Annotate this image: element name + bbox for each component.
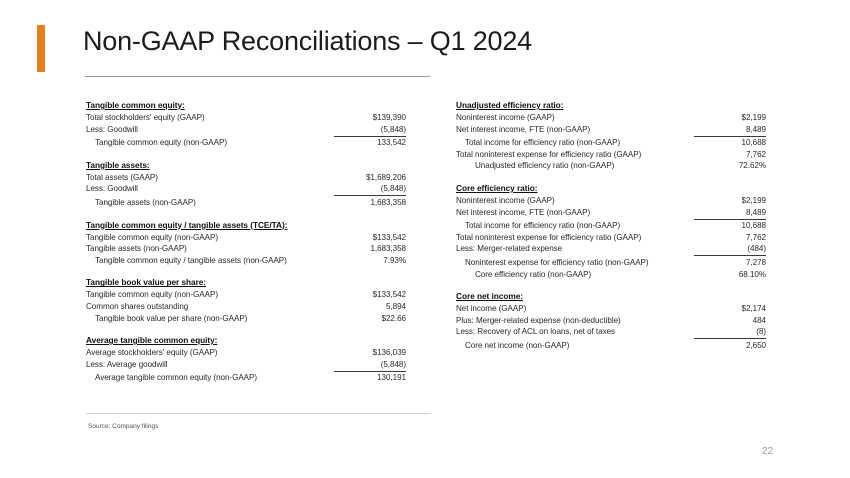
table-row — [456, 207, 766, 219]
row-value: (5,848) — [380, 184, 406, 194]
row-value: 130,191 — [334, 371, 406, 384]
row-label: Total stockholders' equity (GAAP) — [86, 113, 205, 122]
section-heading: Tangible common equity: — [86, 100, 185, 110]
table-row — [86, 243, 406, 255]
title-divider — [85, 76, 430, 77]
row-label: Less: Goodwill — [86, 124, 138, 134]
row-value: 7,278 — [694, 255, 766, 268]
row-label: Plus: Merger-related expense (non-deductible) — [456, 315, 621, 325]
table-row — [456, 243, 766, 255]
row-label: Noninterest expense for efficiency ratio (non-GAAP) — [465, 257, 649, 267]
footer-divider — [86, 413, 431, 414]
section-heading: Tangible assets: — [86, 159, 150, 170]
table-row — [86, 183, 406, 195]
table-row — [86, 195, 406, 209]
row-label: Unadjusted efficiency ratio (non-GAAP) — [475, 161, 615, 171]
row-label: Total noninterest expense for efficiency ratio (GAAP) — [456, 149, 642, 159]
reconciliation-section — [86, 160, 406, 209]
page-number: 22 — [762, 446, 774, 457]
row-value: 7,762 — [745, 149, 766, 159]
section-heading: Average tangible common equity: — [86, 335, 218, 346]
title-accent-bar — [37, 25, 45, 72]
section-heading: Tangible book value per share: — [86, 277, 207, 288]
table-row — [456, 315, 766, 327]
row-label: Common shares outstanding — [86, 301, 189, 311]
row-label: Less: Recovery of ACL on loans, net of taxes — [456, 327, 616, 337]
row-label: Noninterest income (GAAP) — [456, 113, 555, 122]
row-label: Core net income (non-GAAP) — [465, 340, 570, 350]
row-label: Average stockholders' equity (GAAP) — [86, 348, 218, 358]
source-note: Source: Company filings — [88, 423, 159, 430]
reconciliation-section — [456, 291, 766, 351]
row-value: 5,894 — [385, 301, 406, 311]
section-heading: Unadjusted efficiency ratio: — [456, 100, 564, 110]
row-label: Net interest income, FTE (non-GAAP) — [456, 207, 591, 217]
table-row — [456, 232, 766, 244]
row-label: Tangible common equity (non-GAAP) — [95, 138, 227, 148]
row-value: $133,542 — [372, 290, 406, 300]
reconciliation-section — [86, 277, 406, 324]
row-label: Net income (GAAP) — [456, 304, 527, 314]
table-row — [86, 112, 406, 124]
row-label: Tangible assets (non-GAAP) — [86, 244, 187, 254]
reconciliation-table-right — [456, 100, 766, 352]
row-label: Noninterest income (GAAP) — [456, 195, 555, 205]
table-row — [86, 289, 406, 301]
row-label: Total noninterest expense for efficiency ratio (GAAP) — [456, 232, 642, 242]
row-value: 1,683,358 — [334, 195, 406, 208]
row-value: (484) — [747, 244, 766, 254]
section-heading: Tangible common equity / tangible assets (TCE/TA): — [86, 219, 288, 230]
row-label: Tangible common equity / tangible assets (non-GAAP) — [95, 255, 287, 265]
row-value: (5,848) — [380, 124, 406, 134]
row-value: 2,650 — [694, 338, 766, 351]
table-row — [456, 160, 766, 172]
row-value: (8) — [756, 327, 766, 337]
row-label: Less: Average goodwill — [86, 359, 168, 369]
reconciliation-section — [86, 335, 406, 384]
row-label: Average tangible common equity (non-GAAP) — [95, 373, 258, 383]
table-row — [86, 255, 406, 267]
section-heading: Core net income: — [456, 291, 523, 302]
row-label: Tangible common equity (non-GAAP) — [86, 232, 218, 242]
table-row — [86, 313, 406, 325]
table-row — [456, 124, 766, 136]
row-value: 10,688 — [694, 219, 766, 232]
row-label: Net interest income, FTE (non-GAAP) — [456, 124, 591, 134]
reconciliation-section — [86, 100, 406, 149]
section-heading: Core efficiency ratio: — [456, 182, 538, 193]
row-label: Total income for efficiency ratio (non-GAAP) — [465, 221, 621, 231]
row-value: $2,199 — [741, 195, 766, 205]
table-row — [456, 135, 766, 149]
row-label: Less: Goodwill — [86, 184, 138, 194]
table-row — [456, 195, 766, 207]
table-row — [86, 370, 406, 384]
reconciliation-section — [456, 183, 766, 280]
row-value: 133,542 — [334, 136, 406, 149]
table-row — [86, 359, 406, 371]
table-row — [86, 172, 406, 184]
row-value: 68.10% — [738, 269, 766, 279]
row-value: $136,039 — [372, 348, 406, 358]
table-row — [456, 269, 766, 281]
row-label: Less: Merger-related expense — [456, 244, 563, 254]
row-value: $1,689,206 — [365, 172, 406, 182]
table-row — [456, 149, 766, 161]
table-row — [456, 326, 766, 338]
row-label: Total income for efficiency ratio (non-GAAP) — [465, 138, 621, 148]
table-row — [86, 301, 406, 313]
table-row — [86, 135, 406, 149]
table-row — [456, 255, 766, 269]
page-title: Non-GAAP Reconciliations – Q1 2024 — [83, 26, 532, 56]
table-row — [86, 232, 406, 244]
row-label: Core efficiency ratio (non-GAAP) — [475, 269, 592, 279]
row-label: Tangible assets (non-GAAP) — [95, 197, 196, 207]
row-label: Tangible book value per share (non-GAAP) — [95, 313, 248, 323]
reconciliation-section — [456, 100, 766, 172]
reconciliation-table-left — [86, 100, 406, 384]
reconciliation-section — [86, 220, 406, 267]
row-value: 72.62% — [738, 161, 766, 171]
row-value: $139,390 — [372, 113, 406, 122]
row-value: 484 — [752, 315, 766, 325]
row-value: $133,542 — [372, 232, 406, 242]
table-row — [456, 303, 766, 315]
row-value: 8,489 — [745, 207, 766, 217]
row-value: 7,762 — [745, 232, 766, 242]
table-row — [86, 124, 406, 136]
table-row — [86, 347, 406, 359]
table-row — [456, 112, 766, 124]
row-value: 10,688 — [694, 136, 766, 149]
row-value: $22.66 — [381, 313, 406, 323]
row-value: $2,199 — [741, 113, 766, 122]
table-row — [456, 218, 766, 232]
row-value: 8,489 — [745, 124, 766, 134]
row-value: 1,683,358 — [370, 244, 406, 254]
row-label: Tangible common equity (non-GAAP) — [86, 290, 218, 300]
row-value: (5,848) — [380, 359, 406, 369]
row-value: 7.93% — [383, 255, 406, 265]
row-value: $2,174 — [741, 304, 766, 314]
row-label: Total assets (GAAP) — [86, 172, 158, 182]
table-row — [456, 338, 766, 352]
